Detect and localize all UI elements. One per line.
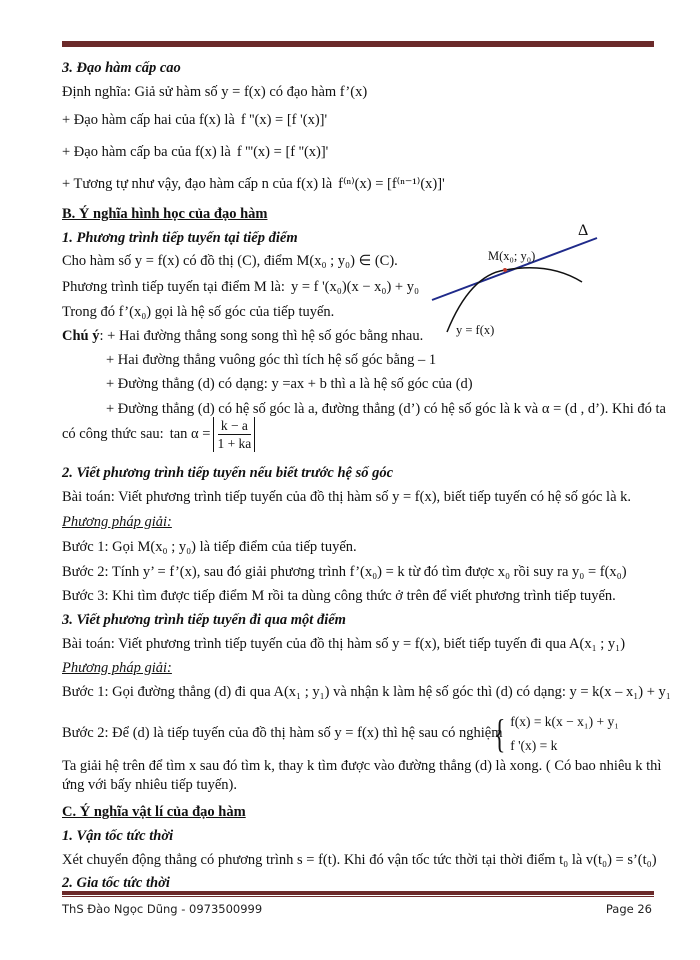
subsection-heading: 2. Gia tốc tức thời (62, 875, 170, 891)
footer-rule-thin (62, 896, 654, 897)
curve-label: y = f(x) (456, 323, 495, 337)
note-item: + Hai đường thẳng vuông góc thì tích hệ số góc bằng – 1 (106, 352, 437, 368)
tangent-point (503, 268, 507, 272)
note-item: + Đường thẳng (d) có hệ số góc là a, đường thẳng (d’) có hệ số góc là k và α = (d , d’). Khi đó ta (106, 401, 666, 417)
step: Bước 3: Khi tìm được tiếp điểm M rồi ta dùng công thức ở trên để viết phương trình tiếp tuyến. (62, 588, 616, 604)
subsection-heading: 2. Viết phương trình tiếp tuyến nếu biết trước hệ số góc (62, 465, 394, 481)
paragraph: Cho hàm số y = f(x) có đồ thị (C), điểm M(x₀ ; y₀) ∈ (C). (62, 253, 398, 269)
note-label: Chú ý (62, 328, 100, 344)
step: Bước 2: Tính y’ = f’(x), sau đó giải phương trình f’(x₀) = k từ đó tìm được x₀ rồi suy ra y₀ = f(x₀) (62, 564, 627, 580)
step: Bước 2: Để (d) là tiếp tuyến của đồ thị hàm số y = f(x) thì hệ sau có nghiệm (62, 725, 503, 741)
formula: f ''(x) = [f '(x)]' (240, 112, 328, 128)
text: + Tương tự như vậy, đạo hàm cấp n của f(x) là (62, 176, 333, 192)
paragraph: Xét chuyển động thẳng có phương trình s = f(t). Khi đó vận tốc tức thời tại thời điểm t₀ là v(t₀) = s’(t₀) (62, 852, 657, 868)
text: Phương trình tiếp tuyến tại điểm M là: (62, 279, 285, 295)
equation: f(x) = k(x − x₁) + y₁ (510, 714, 619, 729)
text: + Đạo hàm cấp hai của f(x) là (62, 112, 235, 128)
denominator: 1 + ka (217, 435, 252, 451)
equation: f '(x) = k (510, 738, 558, 753)
section-heading: 3. Đạo hàm cấp cao (62, 60, 181, 76)
paragraph: ứng với bấy nhiêu tiếp tuyến). (62, 777, 237, 793)
text: có công thức sau: (62, 426, 164, 442)
page-number: Page 26 (605, 902, 652, 916)
footer-rule (62, 891, 654, 895)
formula-lhs: tan α = (169, 426, 211, 442)
paragraph: Ta giải hệ trên để tìm x sau đó tìm k, thay k tìm được vào đường thẳng (d) là xong. ( Có bao nhiêu k thì (62, 758, 662, 774)
formula: y = f '(x₀)(x − x₀) + y₀ (290, 279, 420, 295)
paragraph: Trong đó f’(x₀) gọi là hệ số góc của tiếp tuyến. (62, 304, 335, 320)
subsection-heading: 1. Vận tốc tức thời (62, 828, 174, 844)
brace: { (493, 711, 506, 756)
delta-label: Δ (578, 222, 589, 239)
subsection-heading: 3. Viết phương trình tiếp tuyến đi qua một điểm (62, 612, 346, 628)
numerator: k − a (218, 417, 251, 435)
formula: f '''(x) = [f ''(x)]' (236, 144, 329, 160)
formula: f⁽ⁿ⁾(x) = [f⁽ⁿ⁻¹⁾(x)]' (338, 176, 445, 192)
note-item: + Đường thẳng (d) có dạng: y =ax + b thì a là hệ số góc của (d) (106, 376, 473, 392)
method-label: Phương pháp giải: (62, 660, 172, 676)
section-b-title: B. Ý nghĩa hình học của đạo hàm (62, 206, 268, 222)
subsection-heading: 1. Phương trình tiếp tuyến tại tiếp điểm (62, 230, 298, 246)
system-rows (510, 710, 619, 758)
step: Bước 1: Gọi M(x₀ ; y₀) là tiếp điểm của tiếp tuyến. (62, 539, 357, 555)
problem-text: Bài toán: Viết phương trình tiếp tuyến của đồ thị hàm số y = f(x), biết tiếp tuyến đi qua A(x₁ ; y₁) (62, 636, 626, 652)
footer-author: ThS Đào Ngọc Dũng - 0973500999 (62, 902, 263, 916)
text: + Đạo hàm cấp ba của f(x) là (62, 144, 231, 160)
step: Bước 1: Gọi đường thẳng (d) đi qua A(x₁ ; y₁) và nhận k làm hệ số góc thì (d) có dạng: y = k(x – x₁) + y₁ (62, 684, 671, 700)
equation-system (490, 710, 619, 758)
section-c-title: C. Ý nghĩa vật lí của đạo hàm (62, 804, 246, 820)
definition-text: Định nghĩa: Giả sử hàm số y = f(x) có đạo hàm f’(x) (62, 84, 368, 100)
method-label: Phương pháp giải: (62, 514, 172, 530)
text: : + Hai đường thẳng song song thì hệ số góc bằng nhau. (99, 328, 424, 344)
point-m-label: M(x₀; y₀) (488, 249, 536, 263)
problem-text: Bài toán: Viết phương trình tiếp tuyến của đồ thị hàm số y = f(x), biết tiếp tuyến có hệ số góc là k. (62, 489, 632, 505)
